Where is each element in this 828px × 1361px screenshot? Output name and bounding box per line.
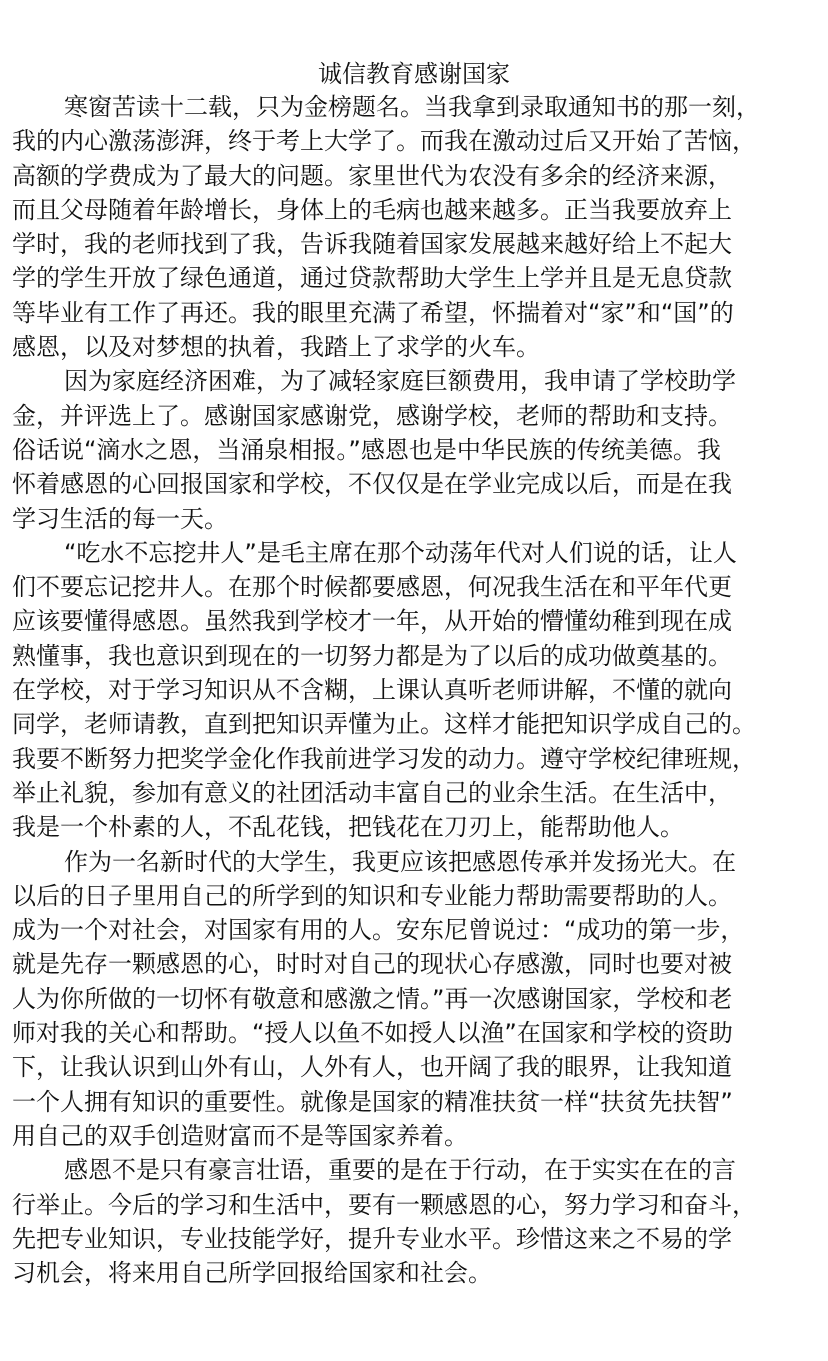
paragraph-line: 我要不断努力把奖学金化作我前进学习发的动力。遵守学校纪律班规， [12, 744, 756, 773]
paragraph-line: 一个人拥有知识的重要性。就像是国家的精准扶贫一样“扶贫先扶智” [12, 1087, 733, 1116]
paragraph-line: 们不要忘记挖井人。在那个时候都要感恩，何况我生活在和平年代更 [12, 573, 732, 602]
paragraph-line: 以后的日子里用自己的所学到的知识和专业能力帮助需要帮助的人。 [12, 881, 732, 910]
paragraph-line: 行举止。今后的学习和生活中，要有一颗感恩的心，努力学习和奋斗， [12, 1190, 756, 1219]
paragraph-line: 就是先存一颗感恩的心，时时对自己的现状心存感激，同时也要对被 [12, 950, 732, 979]
paragraph-line: 同学，老师请教，直到把知识弄懂为止。这样才能把知识学成自己的。 [12, 710, 756, 739]
paragraph-line: 学时，我的老师找到了我，告诉我随着国家发展越来越好给上不起大 [12, 230, 732, 259]
document-title: 诚信教育感谢国家 [318, 60, 510, 88]
paragraph-line: 我是一个朴素的人，不乱花钱，把钱花在刀刃上，能帮助他人。 [12, 813, 684, 842]
paragraph-line: 高额的学费成为了最大的问题。家里世代为农没有多余的经济来源， [12, 161, 732, 190]
paragraph-line: 先把专业知识，专业技能学好，提升专业水平。珍惜这来之不易的学 [12, 1224, 732, 1253]
paragraph-line: 等毕业有工作了再还。我的眼里充满了希望，怀揣着对“家”和“国”的 [12, 298, 734, 327]
paragraph-line: 俗话说“滴水之恩，当涌泉相报。”感恩也是中华民族的传统美德。我 [12, 435, 721, 464]
paragraph-line: 在学校，对于学习知识从不含糊，上课认真听老师讲解，不懂的就向 [12, 676, 732, 705]
paragraph-line: 学的学生开放了绿色通道，通过贷款帮助大学生上学并且是无息贷款 [12, 264, 732, 293]
paragraph-first-line: “吃水不忘挖井人”是毛主席在那个动荡年代对人们说的话，让人 [64, 538, 737, 567]
paragraph-line: 人为你所做的一切怀有敬意和感激之情。”再一次感谢国家，学校和老 [12, 984, 733, 1013]
paragraph-line: 应该要懂得感恩。虽然我到学校才一年，从开始的懵懂幼稚到现在成 [12, 607, 732, 636]
paragraph-line: 成为一个对社会，对国家有用的人。安东尼曾说过：“成功的第一步， [12, 916, 745, 945]
paragraph-line: 而且父母随着年龄增长，身体上的毛病也越来越多。正当我要放弃上 [12, 195, 732, 224]
paragraph-line: 下，让我认识到山外有山，人外有人，也开阔了我的眼界，让我知道 [12, 1053, 732, 1082]
document-body [12, 90, 822, 1290]
paragraph-line: 金，并评选上了。感谢国家感谢党，感谢学校，老师的帮助和支持。 [12, 401, 732, 430]
paragraph-line: 我的内心激荡澎湃，终于考上大学了。而我在激动过后又开始了苦恼， [12, 127, 756, 156]
paragraph-first-line: 寒窗苦读十二载，只为金榜题名。当我拿到录取通知书的那一刻， [64, 93, 760, 121]
paragraph-line: 学习生活的每一天。 [12, 504, 228, 533]
paragraph-line: 用自己的双手创造财富而不是等国家养着。 [12, 1121, 468, 1150]
paragraph-first-line: 作为一名新时代的大学生，我更应该把感恩传承并发扬光大。在 [64, 847, 736, 876]
paragraph-line: 师对我的关心和帮助。“授人以鱼不如授人以渔”在国家和学校的资助 [12, 1019, 733, 1048]
paragraph-line: 感恩，以及对梦想的执着，我踏上了求学的火车。 [12, 333, 540, 362]
paragraph-line: 怀着感恩的心回报国家和学校，不仅仅是在学业完成以后，而是在我 [12, 470, 732, 499]
paragraph-first-line: 因为家庭经济困难，为了减轻家庭巨额费用，我申请了学校助学 [64, 367, 736, 396]
paragraph-line: 举止礼貌，参加有意义的社团活动丰富自己的业余生活。在生活中， [12, 778, 732, 807]
paragraph-line: 熟懂事，我也意识到现在的一切努力都是为了以后的成功做奠基的。 [12, 641, 732, 670]
paragraph-line: 习机会，将来用自己所学回报给国家和社会。 [12, 1259, 492, 1288]
paragraph-first-line: 感恩不是只有豪言壮语，重要的是在于行动，在于实实在在的言 [64, 1156, 736, 1185]
